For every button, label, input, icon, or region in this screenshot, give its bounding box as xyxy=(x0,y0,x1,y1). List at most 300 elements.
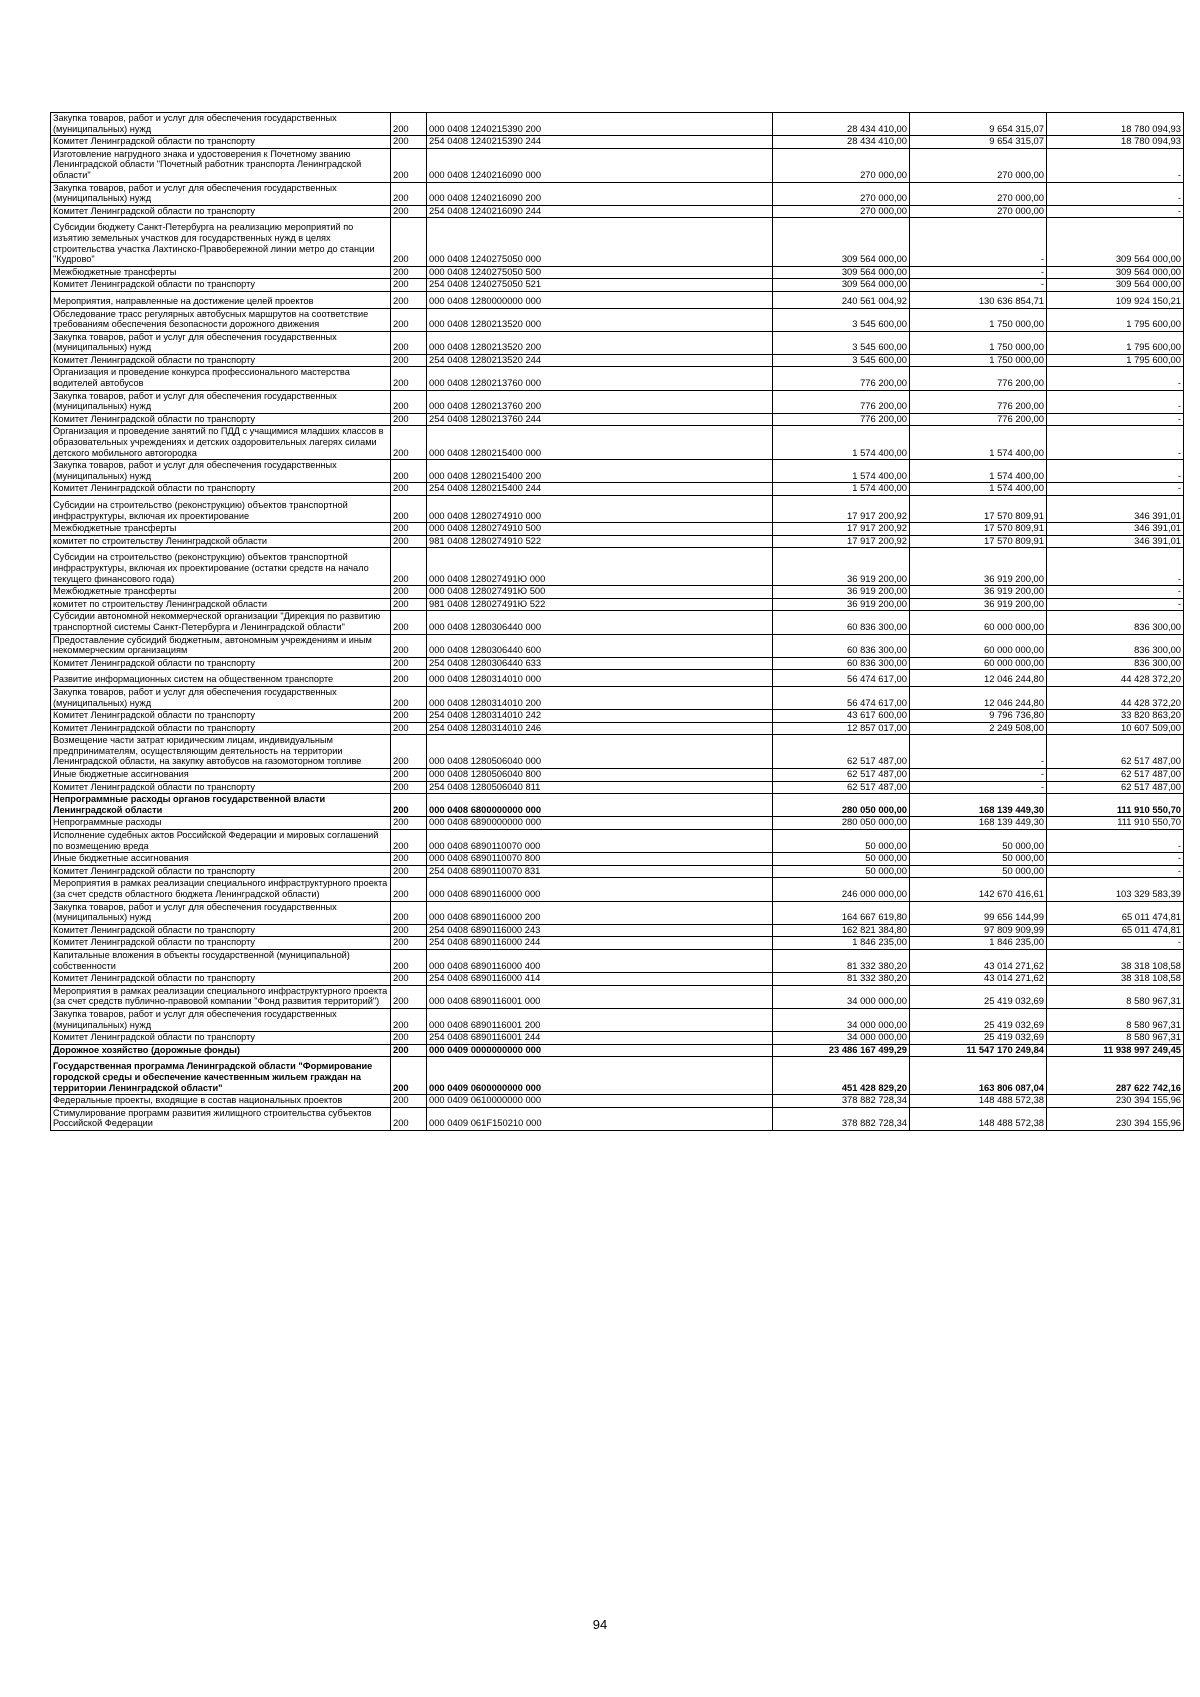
cell-line-code: 200 xyxy=(391,611,427,634)
cell-unexecuted-amount: - xyxy=(1047,598,1184,611)
cell-item-name: Непрограммные расходы органов государственной власти Ленинградской области xyxy=(51,794,391,817)
cell-line-code: 200 xyxy=(391,769,427,782)
table-row xyxy=(51,535,1184,548)
table-row xyxy=(51,1008,1184,1031)
cell-budget-classification-code: 254 0408 1280213760 244 xyxy=(427,413,773,426)
cell-executed-amount: 60 000 000,00 xyxy=(910,611,1047,634)
cell-unexecuted-amount: - xyxy=(1047,853,1184,866)
cell-item-name: Межбюджетные трансферты xyxy=(51,523,391,536)
cell-approved-amount: 378 882 728,34 xyxy=(773,1095,910,1108)
table-row xyxy=(51,354,1184,367)
cell-approved-amount: 36 919 200,00 xyxy=(773,548,910,586)
cell-unexecuted-amount: 309 564 000,00 xyxy=(1047,279,1184,292)
cell-item-name: Субсидии на строительство (реконструкцию) объектов транспортной инфраструктуры, включая их проектирование (остатки средств на начало текущего финансового года) xyxy=(51,548,391,586)
cell-executed-amount: 25 419 032,69 xyxy=(910,1008,1047,1031)
cell-unexecuted-amount: 287 622 742,16 xyxy=(1047,1057,1184,1095)
cell-item-name: Комитет Ленинградской области по транспорту xyxy=(51,279,391,292)
cell-budget-classification-code: 000 0408 1280314010 200 xyxy=(427,686,773,709)
cell-line-code: 200 xyxy=(391,865,427,878)
cell-line-code: 200 xyxy=(391,136,427,149)
cell-budget-classification-code: 981 0408 128027491Ю 522 xyxy=(427,598,773,611)
table-row xyxy=(51,390,1184,413)
cell-item-name: Капитальные вложения в объекты государственной (муниципальной) собственности xyxy=(51,949,391,972)
cell-budget-classification-code: 000 0408 6890116000 400 xyxy=(427,949,773,972)
table-row xyxy=(51,973,1184,986)
cell-line-code: 200 xyxy=(391,686,427,709)
table-row xyxy=(51,710,1184,723)
cell-approved-amount: 280 050 000,00 xyxy=(773,794,910,817)
cell-budget-classification-code: 000 0408 6800000000 000 xyxy=(427,794,773,817)
cell-budget-classification-code: 000 0409 0610000000 000 xyxy=(427,1095,773,1108)
table-row xyxy=(51,985,1184,1008)
cell-approved-amount: 309 564 000,00 xyxy=(773,266,910,279)
cell-line-code: 200 xyxy=(391,853,427,866)
table-row xyxy=(51,598,1184,611)
cell-unexecuted-amount: 65 011 474,81 xyxy=(1047,924,1184,937)
cell-line-code: 200 xyxy=(391,148,427,182)
cell-executed-amount: 36 919 200,00 xyxy=(910,598,1047,611)
cell-line-code: 200 xyxy=(391,878,427,901)
cell-unexecuted-amount: - xyxy=(1047,367,1184,390)
cell-approved-amount: 34 000 000,00 xyxy=(773,1008,910,1031)
cell-budget-classification-code: 000 0408 1280215400 200 xyxy=(427,460,773,483)
cell-unexecuted-amount: 1 795 600,00 xyxy=(1047,331,1184,354)
cell-item-name: Возмещение части затрат юридическим лицам, индивидуальным предпринимателям, осуществляющим деятельность на территории Ленинградской области, на закупку автобусов на газомоторном топливе xyxy=(51,735,391,769)
cell-line-code: 200 xyxy=(391,483,427,496)
table-row xyxy=(51,1032,1184,1045)
table-row xyxy=(51,1057,1184,1095)
cell-executed-amount: - xyxy=(910,266,1047,279)
cell-unexecuted-amount: 836 300,00 xyxy=(1047,657,1184,670)
cell-approved-amount: 3 545 600,00 xyxy=(773,308,910,331)
cell-budget-classification-code: 000 0408 1280314010 000 xyxy=(427,670,773,687)
cell-executed-amount: 9 654 315,07 xyxy=(910,113,1047,136)
cell-budget-classification-code: 254 0408 6890116000 243 xyxy=(427,924,773,937)
table-row xyxy=(51,1044,1184,1057)
cell-line-code: 200 xyxy=(391,1044,427,1057)
cell-line-code: 200 xyxy=(391,924,427,937)
cell-item-name: комитет по строительству Ленинградской области xyxy=(51,535,391,548)
cell-line-code: 200 xyxy=(391,291,427,308)
cell-unexecuted-amount: 346 391,01 xyxy=(1047,523,1184,536)
cell-budget-classification-code: 254 0408 6890116001 244 xyxy=(427,1032,773,1045)
cell-line-code: 200 xyxy=(391,670,427,687)
cell-approved-amount: 246 000 000,00 xyxy=(773,878,910,901)
cell-budget-classification-code: 254 0408 1280506040 811 xyxy=(427,781,773,794)
cell-item-name: Комитет Ленинградской области по транспорту xyxy=(51,413,391,426)
cell-unexecuted-amount: 111 910 550,70 xyxy=(1047,794,1184,817)
cell-executed-amount: 148 488 572,38 xyxy=(910,1095,1047,1108)
cell-approved-amount: 56 474 617,00 xyxy=(773,670,910,687)
cell-unexecuted-amount: - xyxy=(1047,205,1184,218)
cell-budget-classification-code: 254 0408 6890116000 244 xyxy=(427,937,773,950)
cell-line-code: 200 xyxy=(391,634,427,657)
cell-item-name: Закупка товаров, работ и услуг для обеспечения государственных (муниципальных) нужд xyxy=(51,331,391,354)
cell-line-code: 200 xyxy=(391,586,427,599)
cell-executed-amount: - xyxy=(910,781,1047,794)
cell-line-code: 200 xyxy=(391,1057,427,1095)
cell-item-name: Межбюджетные трансферты xyxy=(51,266,391,279)
cell-item-name: Мероприятия, направленные на достижение целей проектов xyxy=(51,291,391,308)
cell-budget-classification-code: 254 0408 1280213520 244 xyxy=(427,354,773,367)
cell-executed-amount: 43 014 271,62 xyxy=(910,973,1047,986)
cell-budget-classification-code: 000 0408 1240216090 200 xyxy=(427,182,773,205)
cell-approved-amount: 50 000,00 xyxy=(773,853,910,866)
cell-line-code: 200 xyxy=(391,817,427,830)
cell-line-code: 200 xyxy=(391,735,427,769)
cell-line-code: 200 xyxy=(391,426,427,460)
cell-executed-amount: 1 846 235,00 xyxy=(910,937,1047,950)
cell-approved-amount: 28 434 410,00 xyxy=(773,136,910,149)
cell-budget-classification-code: 000 0408 6890116000 000 xyxy=(427,878,773,901)
cell-unexecuted-amount: - xyxy=(1047,548,1184,586)
table-row xyxy=(51,496,1184,523)
cell-budget-classification-code: 000 0408 1280306440 000 xyxy=(427,611,773,634)
cell-approved-amount: 50 000,00 xyxy=(773,865,910,878)
cell-approved-amount: 270 000,00 xyxy=(773,148,910,182)
cell-unexecuted-amount: - xyxy=(1047,865,1184,878)
cell-line-code: 200 xyxy=(391,1032,427,1045)
cell-item-name: Комитет Ленинградской области по транспорту xyxy=(51,710,391,723)
table-row xyxy=(51,548,1184,586)
cell-approved-amount: 81 332 380,20 xyxy=(773,973,910,986)
cell-line-code: 200 xyxy=(391,496,427,523)
table-row xyxy=(51,634,1184,657)
cell-item-name: Мероприятия в рамках реализации специального инфраструктурного проекта (за счет средств публично-правовой компании "Фонд развития территорий") xyxy=(51,985,391,1008)
page-number: 94 xyxy=(592,1617,608,1632)
cell-approved-amount: 56 474 617,00 xyxy=(773,686,910,709)
cell-line-code: 200 xyxy=(391,113,427,136)
cell-line-code: 200 xyxy=(391,182,427,205)
cell-budget-classification-code: 000 0408 6890116001 000 xyxy=(427,985,773,1008)
cell-approved-amount: 270 000,00 xyxy=(773,205,910,218)
cell-budget-classification-code: 000 0408 6890110070 000 xyxy=(427,830,773,853)
cell-executed-amount: 25 419 032,69 xyxy=(910,985,1047,1008)
cell-item-name: Комитет Ленинградской области по транспорту xyxy=(51,1032,391,1045)
cell-executed-amount: 163 806 087,04 xyxy=(910,1057,1047,1095)
cell-executed-amount: 148 488 572,38 xyxy=(910,1107,1047,1130)
cell-unexecuted-amount: 836 300,00 xyxy=(1047,634,1184,657)
cell-line-code: 200 xyxy=(391,657,427,670)
cell-unexecuted-amount: 309 564 000,00 xyxy=(1047,218,1184,266)
cell-item-name: Комитет Ленинградской области по транспорту xyxy=(51,722,391,735)
cell-line-code: 200 xyxy=(391,794,427,817)
cell-line-code: 200 xyxy=(391,266,427,279)
cell-item-name: Иные бюджетные ассигнования xyxy=(51,853,391,866)
cell-budget-classification-code: 000 0408 6890116000 200 xyxy=(427,901,773,924)
cell-unexecuted-amount: 230 394 155,96 xyxy=(1047,1095,1184,1108)
cell-unexecuted-amount: 8 580 967,31 xyxy=(1047,1008,1184,1031)
cell-approved-amount: 60 836 300,00 xyxy=(773,611,910,634)
table-row xyxy=(51,279,1184,292)
cell-unexecuted-amount: 109 924 150,21 xyxy=(1047,291,1184,308)
cell-unexecuted-amount: 62 517 487,00 xyxy=(1047,735,1184,769)
cell-budget-classification-code: 000 0408 1280213760 000 xyxy=(427,367,773,390)
cell-executed-amount: 99 656 144,99 xyxy=(910,901,1047,924)
cell-budget-classification-code: 000 0408 1280000000 000 xyxy=(427,291,773,308)
cell-executed-amount: 270 000,00 xyxy=(910,148,1047,182)
table-row xyxy=(51,148,1184,182)
cell-unexecuted-amount: 230 394 155,96 xyxy=(1047,1107,1184,1130)
cell-budget-classification-code: 000 0408 1280306440 600 xyxy=(427,634,773,657)
cell-item-name: Субсидии автономной некоммерческой организации "Дирекция по развитию транспортной системы Санкт-Петербурга и Ленинградской области" xyxy=(51,611,391,634)
cell-line-code: 200 xyxy=(391,460,427,483)
cell-unexecuted-amount: 44 428 372,20 xyxy=(1047,686,1184,709)
cell-line-code: 200 xyxy=(391,1107,427,1130)
table-row xyxy=(51,218,1184,266)
cell-approved-amount: 309 564 000,00 xyxy=(773,218,910,266)
cell-approved-amount: 36 919 200,00 xyxy=(773,586,910,599)
cell-approved-amount: 776 200,00 xyxy=(773,367,910,390)
cell-executed-amount: 97 809 909,99 xyxy=(910,924,1047,937)
cell-approved-amount: 3 545 600,00 xyxy=(773,354,910,367)
table-row xyxy=(51,735,1184,769)
cell-budget-classification-code: 000 0408 1240216090 000 xyxy=(427,148,773,182)
cell-executed-amount: 130 636 854,71 xyxy=(910,291,1047,308)
cell-executed-amount: 270 000,00 xyxy=(910,205,1047,218)
cell-approved-amount: 50 000,00 xyxy=(773,830,910,853)
table-row xyxy=(51,1107,1184,1130)
table-row xyxy=(51,901,1184,924)
cell-unexecuted-amount: - xyxy=(1047,390,1184,413)
table-row xyxy=(51,136,1184,149)
cell-unexecuted-amount: 62 517 487,00 xyxy=(1047,769,1184,782)
cell-executed-amount: 50 000,00 xyxy=(910,830,1047,853)
cell-budget-classification-code: 000 0408 128027491Ю 500 xyxy=(427,586,773,599)
table-row xyxy=(51,113,1184,136)
cell-item-name: Субсидии на строительство (реконструкцию) объектов транспортной инфраструктуры, включая их проектирование xyxy=(51,496,391,523)
cell-unexecuted-amount: 346 391,01 xyxy=(1047,496,1184,523)
cell-unexecuted-amount: 8 580 967,31 xyxy=(1047,1032,1184,1045)
cell-approved-amount: 1 574 400,00 xyxy=(773,460,910,483)
cell-unexecuted-amount: 33 820 863,20 xyxy=(1047,710,1184,723)
cell-line-code: 200 xyxy=(391,308,427,331)
cell-item-name: Комитет Ленинградской области по транспорту xyxy=(51,865,391,878)
cell-item-name: Комитет Ленинградской области по транспорту xyxy=(51,781,391,794)
cell-budget-classification-code: 254 0408 1240216090 244 xyxy=(427,205,773,218)
cell-budget-classification-code: 000 0408 6890110070 800 xyxy=(427,853,773,866)
cell-item-name: Закупка товаров, работ и услуг для обеспечения государственных (муниципальных) нужд xyxy=(51,182,391,205)
cell-approved-amount: 309 564 000,00 xyxy=(773,279,910,292)
cell-executed-amount: 168 139 449,30 xyxy=(910,817,1047,830)
cell-budget-classification-code: 254 0408 1240215390 244 xyxy=(427,136,773,149)
cell-item-name: Закупка товаров, работ и услуг для обеспечения государственных (муниципальных) нужд xyxy=(51,901,391,924)
cell-budget-classification-code: 000 0408 1280213520 200 xyxy=(427,331,773,354)
cell-executed-amount: 12 046 244,80 xyxy=(910,670,1047,687)
cell-executed-amount: 1 750 000,00 xyxy=(910,354,1047,367)
cell-budget-classification-code: 000 0408 1280506040 000 xyxy=(427,735,773,769)
table-row xyxy=(51,266,1184,279)
cell-executed-amount: 1 574 400,00 xyxy=(910,426,1047,460)
cell-item-name: Федеральные проекты, входящие в состав национальных проектов xyxy=(51,1095,391,1108)
cell-line-code: 200 xyxy=(391,985,427,1008)
cell-unexecuted-amount: 11 938 997 249,45 xyxy=(1047,1044,1184,1057)
cell-unexecuted-amount: 309 564 000,00 xyxy=(1047,266,1184,279)
cell-budget-classification-code: 000 0408 1240275050 500 xyxy=(427,266,773,279)
table-row xyxy=(51,291,1184,308)
table-row xyxy=(51,523,1184,536)
cell-line-code: 200 xyxy=(391,535,427,548)
cell-budget-classification-code: 000 0409 061F150210 000 xyxy=(427,1107,773,1130)
cell-approved-amount: 270 000,00 xyxy=(773,182,910,205)
cell-item-name: Стимулирование программ развития жилищного строительства субъектов Российской Федерации xyxy=(51,1107,391,1130)
cell-executed-amount: 9 654 315,07 xyxy=(910,136,1047,149)
cell-item-name: Организация и проведение занятий по ПДД с учащимися младших классов в образовательных учреждениях и детских оздоровительных лагерях силами детского мобильного автогородка xyxy=(51,426,391,460)
cell-line-code: 200 xyxy=(391,413,427,426)
cell-line-code: 200 xyxy=(391,205,427,218)
cell-item-name: Закупка товаров, работ и услуг для обеспечения государственных (муниципальных) нужд xyxy=(51,390,391,413)
cell-approved-amount: 62 517 487,00 xyxy=(773,769,910,782)
cell-approved-amount: 62 517 487,00 xyxy=(773,781,910,794)
cell-budget-classification-code: 254 0408 1240275050 521 xyxy=(427,279,773,292)
table-row xyxy=(51,794,1184,817)
cell-budget-classification-code: 000 0408 1280274910 500 xyxy=(427,523,773,536)
cell-executed-amount: 60 000 000,00 xyxy=(910,657,1047,670)
cell-line-code: 200 xyxy=(391,523,427,536)
cell-item-name: Обследование трасс регулярных автобусных маршрутов на соответствие требованиям обеспечения безопасности дорожного движения xyxy=(51,308,391,331)
cell-unexecuted-amount: 65 011 474,81 xyxy=(1047,901,1184,924)
cell-executed-amount: 1 750 000,00 xyxy=(910,308,1047,331)
cell-budget-classification-code: 000 0409 0600000000 000 xyxy=(427,1057,773,1095)
cell-line-code: 200 xyxy=(391,354,427,367)
cell-budget-classification-code: 254 0408 1280306440 633 xyxy=(427,657,773,670)
cell-executed-amount: 1 574 400,00 xyxy=(910,460,1047,483)
cell-budget-classification-code: 000 0408 6890000000 000 xyxy=(427,817,773,830)
table-row xyxy=(51,722,1184,735)
cell-unexecuted-amount: - xyxy=(1047,182,1184,205)
table-row xyxy=(51,670,1184,687)
cell-executed-amount: 12 046 244,80 xyxy=(910,686,1047,709)
cell-executed-amount: 2 249 508,00 xyxy=(910,722,1047,735)
cell-unexecuted-amount: 346 391,01 xyxy=(1047,535,1184,548)
cell-approved-amount: 60 836 300,00 xyxy=(773,657,910,670)
cell-unexecuted-amount: 8 580 967,31 xyxy=(1047,985,1184,1008)
cell-approved-amount: 34 000 000,00 xyxy=(773,985,910,1008)
cell-line-code: 200 xyxy=(391,830,427,853)
cell-line-code: 200 xyxy=(391,279,427,292)
cell-approved-amount: 1 574 400,00 xyxy=(773,426,910,460)
table-row xyxy=(51,331,1184,354)
cell-budget-classification-code: 254 0408 6890110070 831 xyxy=(427,865,773,878)
cell-budget-classification-code: 000 0408 1280215400 000 xyxy=(427,426,773,460)
cell-approved-amount: 776 200,00 xyxy=(773,390,910,413)
cell-executed-amount: 9 796 736,80 xyxy=(910,710,1047,723)
cell-budget-classification-code: 000 0408 1240215390 200 xyxy=(427,113,773,136)
table-row xyxy=(51,586,1184,599)
cell-unexecuted-amount: - xyxy=(1047,460,1184,483)
budget-sheet xyxy=(50,112,1181,1131)
cell-unexecuted-amount: 111 910 550,70 xyxy=(1047,817,1184,830)
table-row xyxy=(51,686,1184,709)
table-row xyxy=(51,937,1184,950)
cell-unexecuted-amount: - xyxy=(1047,413,1184,426)
cell-item-name: Комитет Ленинградской области по транспорту xyxy=(51,136,391,149)
cell-executed-amount: 36 919 200,00 xyxy=(910,548,1047,586)
cell-executed-amount: 168 139 449,30 xyxy=(910,794,1047,817)
cell-approved-amount: 3 545 600,00 xyxy=(773,331,910,354)
cell-unexecuted-amount: 18 780 094,93 xyxy=(1047,136,1184,149)
table-row xyxy=(51,426,1184,460)
cell-line-code: 200 xyxy=(391,781,427,794)
cell-executed-amount: 36 919 200,00 xyxy=(910,586,1047,599)
cell-budget-classification-code: 254 0408 1280215400 244 xyxy=(427,483,773,496)
cell-budget-classification-code: 254 0408 1280314010 246 xyxy=(427,722,773,735)
cell-line-code: 200 xyxy=(391,598,427,611)
cell-approved-amount: 60 836 300,00 xyxy=(773,634,910,657)
cell-item-name: Комитет Ленинградской области по транспорту xyxy=(51,483,391,496)
cell-approved-amount: 17 917 200,92 xyxy=(773,523,910,536)
table-row xyxy=(51,830,1184,853)
cell-line-code: 200 xyxy=(391,722,427,735)
table-row xyxy=(51,367,1184,390)
cell-approved-amount: 240 561 004,92 xyxy=(773,291,910,308)
cell-approved-amount: 280 050 000,00 xyxy=(773,817,910,830)
cell-approved-amount: 62 517 487,00 xyxy=(773,735,910,769)
cell-budget-classification-code: 000 0408 128027491Ю 000 xyxy=(427,548,773,586)
cell-line-code: 200 xyxy=(391,901,427,924)
table-row xyxy=(51,657,1184,670)
cell-unexecuted-amount: 1 795 600,00 xyxy=(1047,354,1184,367)
table-row xyxy=(51,205,1184,218)
cell-item-name: Комитет Ленинградской области по транспорту xyxy=(51,924,391,937)
cell-budget-classification-code: 000 0408 1280274910 000 xyxy=(427,496,773,523)
cell-line-code: 200 xyxy=(391,949,427,972)
cell-item-name: Государственная программа Ленинградской области "Формирование городской среды и обеспечение качественным жильем граждан на территории Ленинградской области" xyxy=(51,1057,391,1095)
cell-line-code: 200 xyxy=(391,937,427,950)
cell-budget-classification-code: 000 0408 6890116001 200 xyxy=(427,1008,773,1031)
cell-unexecuted-amount: - xyxy=(1047,830,1184,853)
cell-executed-amount: 776 200,00 xyxy=(910,413,1047,426)
cell-unexecuted-amount: 10 607 509,00 xyxy=(1047,722,1184,735)
cell-budget-classification-code: 000 0408 1280213760 200 xyxy=(427,390,773,413)
cell-executed-amount: 142 670 416,61 xyxy=(910,878,1047,901)
cell-line-code: 200 xyxy=(391,548,427,586)
cell-executed-amount: - xyxy=(910,218,1047,266)
cell-line-code: 200 xyxy=(391,973,427,986)
cell-item-name: Межбюджетные трансферты xyxy=(51,586,391,599)
cell-item-name: Закупка товаров, работ и услуг для обеспечения государственных (муниципальных) нужд xyxy=(51,113,391,136)
cell-item-name: Исполнение судебных актов Российской Федерации и мировых соглашений по возмещению вреда xyxy=(51,830,391,853)
cell-approved-amount: 776 200,00 xyxy=(773,413,910,426)
cell-approved-amount: 36 919 200,00 xyxy=(773,598,910,611)
cell-item-name: Комитет Ленинградской области по транспорту xyxy=(51,937,391,950)
table-row xyxy=(51,182,1184,205)
cell-budget-classification-code: 000 0408 1280506040 800 xyxy=(427,769,773,782)
cell-item-name: Комитет Ленинградской области по транспорту xyxy=(51,657,391,670)
cell-approved-amount: 28 434 410,00 xyxy=(773,113,910,136)
cell-budget-classification-code: 000 0408 1280213520 000 xyxy=(427,308,773,331)
cell-line-code: 200 xyxy=(391,390,427,413)
cell-executed-amount: 25 419 032,69 xyxy=(910,1032,1047,1045)
cell-item-name: Комитет Ленинградской области по транспорту xyxy=(51,354,391,367)
cell-unexecuted-amount: - xyxy=(1047,426,1184,460)
cell-budget-classification-code: 981 0408 1280274910 522 xyxy=(427,535,773,548)
cell-approved-amount: 1 574 400,00 xyxy=(773,483,910,496)
table-row xyxy=(51,924,1184,937)
cell-executed-amount: 17 570 809,91 xyxy=(910,523,1047,536)
cell-approved-amount: 17 917 200,92 xyxy=(773,535,910,548)
cell-executed-amount: - xyxy=(910,769,1047,782)
cell-approved-amount: 164 667 619,80 xyxy=(773,901,910,924)
cell-item-name: Организация и проведение конкурса профессионального мастерства водителей автобусов xyxy=(51,367,391,390)
cell-executed-amount: 776 200,00 xyxy=(910,390,1047,413)
cell-budget-classification-code: 000 0409 0000000000 000 xyxy=(427,1044,773,1057)
cell-item-name: Комитет Ленинградской области по транспорту xyxy=(51,973,391,986)
cell-executed-amount: 776 200,00 xyxy=(910,367,1047,390)
cell-item-name: Закупка товаров, работ и услуг для обеспечения государственных (муниципальных) нужд xyxy=(51,460,391,483)
cell-unexecuted-amount: 18 780 094,93 xyxy=(1047,113,1184,136)
cell-unexecuted-amount: 62 517 487,00 xyxy=(1047,781,1184,794)
